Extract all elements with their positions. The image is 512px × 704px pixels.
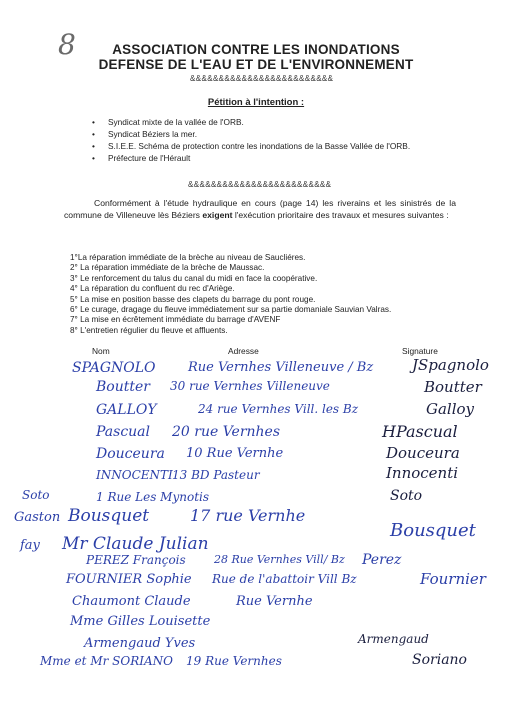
signer-address: Rue Vernhes Villeneuve / Bz <box>188 360 374 375</box>
recipient-item: • S.I.E.E. Schéma de protection contre les inondations de la Basse Vallée de l'ORB. <box>92 140 410 152</box>
signer-signature: Soto <box>390 488 423 504</box>
petition-heading: Pétition à l'intention : <box>207 97 305 108</box>
left-margin-note: fay <box>20 538 40 553</box>
signer-address: 20 rue Vernhes <box>172 424 281 440</box>
recipient-item: • Syndicat Béziers la mer. <box>92 128 410 140</box>
signer-signature: Perez <box>362 552 402 568</box>
column-header-signature: Signature <box>402 346 438 356</box>
demand-item: 5° La mise en position basse des clapets du barrage du pont rouge. <box>70 294 316 304</box>
margin-number: 8 <box>58 28 76 61</box>
demand-item: 8° L'entretien régulier du fleuve et affluents. <box>70 325 228 335</box>
signer-signature: Fournier <box>420 570 486 588</box>
signer-name: Pascual <box>96 424 151 440</box>
column-header-name: Nom <box>92 346 110 356</box>
demand-item: 3° Le renforcement du talus du canal du midi en face la coopérative. <box>70 273 318 283</box>
signer-signature: Bousquet <box>390 520 476 541</box>
signer-address: Rue Vernhe <box>236 594 313 609</box>
signer-name: SPAGNOLO <box>72 360 156 376</box>
signer-name: Mr Claude Julian <box>62 534 209 554</box>
signer-signature: Innocenti <box>386 464 459 482</box>
signer-signature: Douceura <box>386 444 460 462</box>
paragraph-text: Conformément à l'étude hydraulique en cours (page 14) les riverains et les sinistrés de la commune de Villeneuve lès Béziers <box>64 198 456 220</box>
signer-address: 30 rue Vernhes Villeneuve <box>170 379 330 393</box>
signer-name: INNOCENTI <box>96 468 173 482</box>
signer-address: 19 Rue Vernhes <box>186 654 282 668</box>
signer-name: Mme Gilles Louisette <box>70 614 211 629</box>
signer-address: 24 rue Vernhes Vill. les Bz <box>198 402 359 416</box>
signer-signature: HPascual <box>382 422 458 441</box>
signer-name: Chaumont Claude <box>72 594 191 609</box>
separator-middle: &&&&&&&&&&&&&&&&&&&&&&&&& <box>188 180 332 189</box>
signer-address: 17 rue Vernhe <box>190 506 306 525</box>
demand-item: 4° La réparation du confluent du rec d'Ariège. <box>70 284 235 294</box>
demand-item: 2° La réparation immédiate de la brèche de Maussac. <box>70 263 265 273</box>
demand-item: 7° La mise en écrêtement immédiate du barrage d'AVENF <box>70 315 281 325</box>
signer-address: 10 Rue Vernhe <box>186 446 284 461</box>
signer-name: GALLOY <box>96 402 157 418</box>
recipient-item: • Syndicat mixte de la vallée de l'ORB. <box>92 116 410 128</box>
signer-name: Bousquet <box>68 506 150 526</box>
signer-signature: JSpagnolo <box>412 356 489 374</box>
demand-list <box>70 253 391 336</box>
recipient-item: • Préfecture de l'Hérault <box>92 152 410 164</box>
signer-name: Boutter <box>96 379 150 395</box>
intro-paragraph <box>64 197 456 221</box>
signer-name: Mme et Mr SORIANO <box>40 654 173 668</box>
signer-name: Douceura <box>96 446 165 462</box>
signer-signature: Galloy <box>426 400 475 418</box>
signer-signature: Soriano <box>412 652 467 668</box>
signer-address: Rue de l'abattoir Vill Bz <box>212 572 357 586</box>
signer-name: PEREZ François <box>86 553 186 567</box>
signer-name: FOURNIER Sophie <box>66 572 192 587</box>
association-title: ASSOCIATION CONTRE LES INONDATIONS <box>112 42 400 57</box>
recipient-list <box>92 116 410 164</box>
signer-name: Armengaud Yves <box>84 636 196 651</box>
separator-top: &&&&&&&&&&&&&&&&&&&&&&&&& <box>190 74 334 83</box>
signer-signature: Armengaud <box>358 632 429 646</box>
signer-signature: Boutter <box>424 378 482 396</box>
paragraph-emphasis: exigent <box>202 210 233 220</box>
demand-item: 1°La réparation immédiate de la brèche au niveau de Saucliéres. <box>70 253 306 262</box>
demand-item: 6° Le curage, dragage du fleuve immédiatement sur sa partie domaniale Sauvian Valras. <box>70 305 392 315</box>
column-header-address: Adresse <box>228 346 259 356</box>
association-subtitle: DEFENSE DE L'EAU ET DE L'ENVIRONNEMENT <box>98 57 414 72</box>
signer-address: 28 Rue Vernhes Vill/ Bz <box>214 553 345 566</box>
left-margin-note: Soto <box>22 488 50 502</box>
left-margin-note: Gaston <box>14 510 61 525</box>
paragraph-text-end: l'exécution prioritaire des travaux et mesures suivantes : <box>232 210 449 220</box>
signer-name: 1 Rue Les Mynotis <box>96 490 210 504</box>
signer-address: 13 BD Pasteur <box>172 468 260 482</box>
